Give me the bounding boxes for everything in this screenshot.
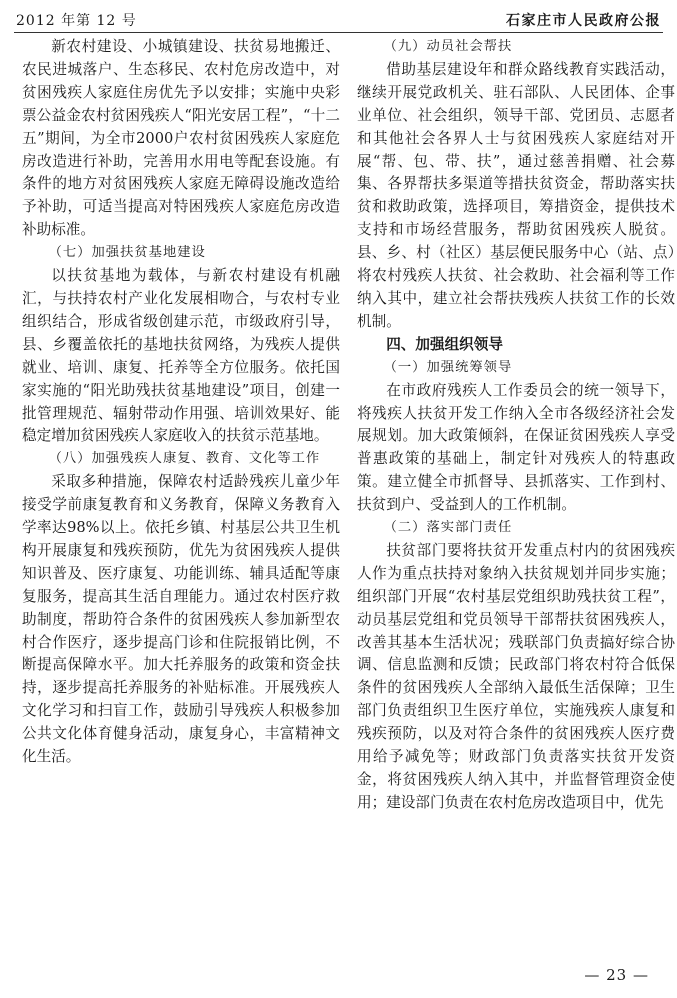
section-heading: 四、加强组织领导 [386, 335, 503, 353]
paragraph: 在市政府残疾人工作委员会的统一领导下，将残疾人扶贫开发工作纳入全市各级经济社会发展规划。加大政策倾斜，在保证贫困残疾人享受普惠政策的基础上，制定针对残疾人的特惠政策。建立健全市抓督导、县抓落实、工作到村、扶贫到户、受益到人的工作机制。 [357, 381, 675, 514]
right-column [357, 36, 675, 815]
paragraph: 以扶贫基地为载体，与新农村建设有机融汇，与扶持农村产业化发展相吻合，与农村专业组织结合，形成省级创建示范，市级政府引导，县、乡覆盖依托的基地扶贫网络，为残疾人提供就业、培训、康复、托养等全方位服务。依托国家实施的“阳光助残扶贫基地建设”项目，创建一批管理规范、辐射带动作用强、培训效果好、能稳定增加贫困残疾人家庭收入的扶贫示范基地。 [22, 267, 340, 445]
subheading: （七）加强扶贫基地建设 [48, 245, 206, 261]
subheading: （一）加强统筹领导 [383, 359, 513, 375]
publication-title: 石家庄市人民政府公报 [506, 13, 661, 29]
issue-label: 2012 年第 12 号 [16, 13, 137, 29]
page-number: — 23 — [584, 966, 649, 984]
paragraph: 借助基层建设年和群众路线教育实践活动，继续开展党政机关、驻石部队、人民团体、企事业单位、社会组织，领导干部、党团员、志愿者和其他社会各界人士与贫困残疾人家庭结对开展“帮、包、带、扶”，通过慈善捐赠、社会募集、各界帮扶多渠道等措扶贫资金，帮助落实扶贫和救助政策，选择项目，筹措资金，提供技术支持和市场经营服务，帮助贫困残疾人脱贫。县、乡、村（社区）基层便民服务中心（站、点）将农村残疾人扶贫、社会救助、社会福利等工作纳入其中，建立社会帮扶残疾人扶贫工作的长效机制。 [357, 60, 675, 330]
paragraph: 扶贫部门要将扶贫开发重点村内的贫困残疾人作为重点扶持对象纳入扶贫规划并同步实施；组织部门开展“农村基层党组织助残扶贫工程”，动员基层党组和党员领导干部帮扶贫困残疾人，改善其基本生活状况；残联部门负责搞好综合协调、信息监测和反馈；民政部门将农村符合低保条件的贫困残疾人全部纳入最低生活保障；卫生部门负责组织卫生医疗单位，实施残疾人康复和残疾预防，以及对符合条件的贫困残疾人医疗费用给予减免等；财政部门负责落实扶贫开发资金，将贫困残疾人纳入其中，并监督管理资金使用；建设部门负责在农村危房改造项目中，优先 [357, 541, 675, 811]
subheading: （八）加强残疾人康复、教育、文化等工作 [48, 451, 321, 467]
paragraph: 新农村建设、小城镇建设、扶贫易地搬迁、农民进城落户、生态移民、农村危房改造中，对贫困残疾人家庭住房优先予以安排；实施中央彩票公益金农村贫困残疾人“阳光安居工程”，“十二五”期间，为全市2000户农村贫困残疾人家庭危房改造进行补助，完善用水用电等配套设施。有条件的地方对贫困残疾人家庭无障碍设施改造给予补助，可适当提高对特困残疾人家庭危房改造补助标准。 [22, 38, 340, 239]
left-column [22, 36, 340, 769]
subheading: （二）落实部门责任 [383, 520, 513, 536]
paragraph: 采取多种措施，保障农村适龄残疾儿童少年接受学前康复教育和义务教育，保障义务教育入学率达98%以上。依托乡镇、村基层公共卫生机构开展康复和残疾预防，优先为贫困残疾人提供知识普及、医疗康复、功能训练、辅具适配等康复服务，提高其生活自理能力。通过农村医疗救助制度，帮助符合条件的贫困残疾人参加新型农村合作医疗，逐步提高门诊和住院报销比例，不断提高保障水平。加大托养服务的政策和资金扶持，逐步提高托养服务的补贴标准。开展残疾人文化学习和扫盲工作，鼓励引导残疾人积极参加公共文化体育健身活动，康复身心，丰富精神文化生活。 [22, 473, 340, 766]
page-header [14, 6, 663, 33]
subheading: （九）动员社会帮扶 [383, 39, 513, 54]
